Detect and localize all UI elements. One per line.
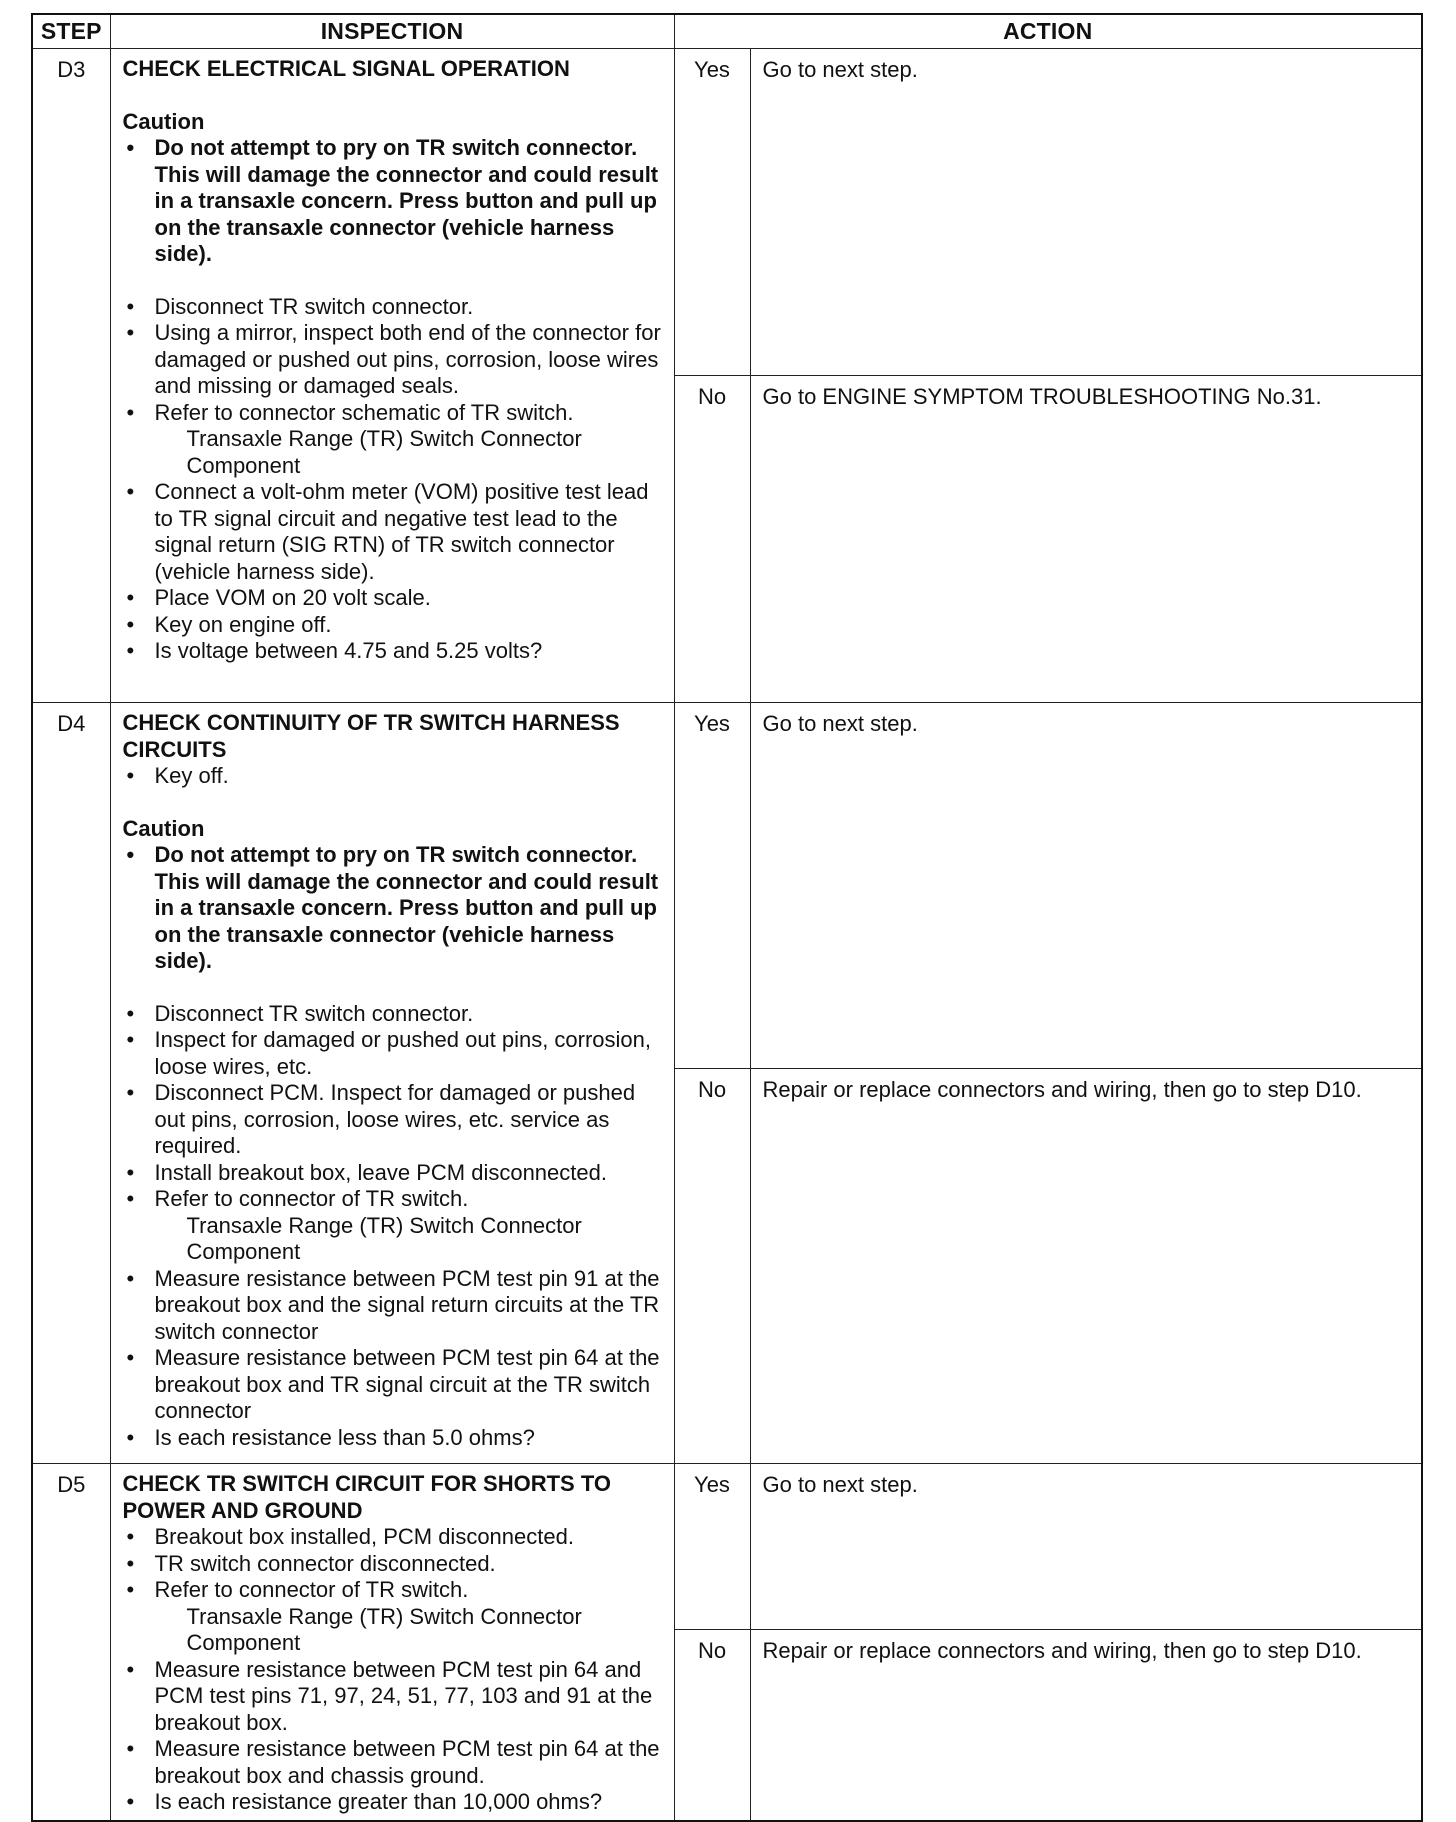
no-label: No (674, 1069, 750, 1464)
procedure-list (123, 294, 664, 665)
no-action: Repair or replace connectors and wiring, then go to step D10. (750, 1069, 1422, 1464)
list-item: • Key off. (123, 763, 664, 790)
step-title: CHECK CONTINUITY OF TR SWITCH HARNESS CIRCUITS (122, 710, 620, 762)
list-item: • Disconnect TR switch connector. (123, 294, 664, 321)
yes-action: Go to next step. (750, 1464, 1422, 1630)
caution-text: • Do not attempt to pry on TR switch connector. This will damage the connector and could result in a transaxle concern. Press button and pull up on the transaxle connector (vehicle harness side). (123, 842, 664, 975)
troubleshooting-sheet (31, 13, 1423, 1822)
caution-text: • Do not attempt to pry on TR switch connector. This will damage the connector and could result in a transaxle concern. Press button and pull up on the transaxle connector (vehicle harness side). (123, 135, 664, 268)
step-id: D3 (32, 49, 110, 703)
step-id: D5 (32, 1464, 110, 1821)
list-item-text: Refer to connector schematic of TR switch. (154, 399, 574, 425)
procedure-list (123, 1001, 664, 1452)
reference-link-text: Transaxle Range (TR) Switch Connector Component (186, 1212, 582, 1264)
header-inspection: INSPECTION (110, 14, 674, 49)
procedure-list (123, 1524, 664, 1816)
no-label: No (674, 1629, 750, 1820)
yes-action: Go to next step. (750, 703, 1422, 1069)
caution-list (123, 842, 664, 975)
list-item: • Breakout box installed, PCM disconnected. (123, 1524, 664, 1551)
diagnostic-table (31, 13, 1423, 1822)
table-row (32, 1464, 1422, 1630)
list-item: • TR switch connector disconnected. (123, 1551, 664, 1578)
table-row (32, 703, 1422, 1069)
header-step: STEP (32, 14, 110, 49)
no-action: Go to ENGINE SYMPTOM TROUBLESHOOTING No.31. (750, 376, 1422, 703)
reference-link-text: Transaxle Range (TR) Switch Connector Component (186, 1603, 582, 1655)
table-header-row (32, 14, 1422, 49)
list-item: • Measure resistance between PCM test pin 64 and PCM test pins 71, 97, 24, 51, 77, 103 and 91 at the breakout box. (123, 1657, 664, 1737)
yes-label: Yes (674, 703, 750, 1069)
list-item: • Key on engine off. (123, 612, 664, 639)
list-item (123, 1577, 664, 1657)
step-title: CHECK ELECTRICAL SIGNAL OPERATION (122, 56, 570, 81)
list-item: • Place VOM on 20 volt scale. (123, 585, 664, 612)
list-item: • Disconnect PCM. Inspect for damaged or pushed out pins, corrosion, loose wires, etc. service as required. (123, 1080, 664, 1160)
caution-list (123, 135, 664, 268)
inspection-cell (110, 49, 674, 703)
step-title: CHECK TR SWITCH CIRCUIT FOR SHORTS TO POWER AND GROUND (122, 1471, 611, 1523)
list-item: • Is voltage between 4.75 and 5.25 volts? (123, 638, 664, 665)
list-item: • Is each resistance greater than 10,000 ohms? (123, 1789, 664, 1816)
list-item: • Install breakout box, leave PCM disconnected. (123, 1160, 664, 1187)
yes-action: Go to next step. (750, 49, 1422, 376)
yes-label: Yes (674, 1464, 750, 1630)
list-item: • Measure resistance between PCM test pin 64 at the breakout box and chassis ground. (123, 1736, 664, 1789)
inspection-cell (110, 703, 674, 1464)
list-item: • Is each resistance less than 5.0 ohms? (123, 1425, 664, 1452)
no-label: No (674, 376, 750, 703)
list-item: • Inspect for damaged or pushed out pins, corrosion, loose wires, etc. (123, 1027, 664, 1080)
list-item: • Measure resistance between PCM test pin 91 at the breakout box and the signal return circuits at the TR switch connector (123, 1266, 664, 1346)
caution-label: Caution (122, 108, 205, 134)
list-item (123, 400, 664, 480)
list-item-text: Refer to connector of TR switch. (154, 1577, 469, 1602)
reference-link-text: Transaxle Range (TR) Switch Connector Component (186, 426, 582, 478)
caution-label: Caution (122, 815, 205, 841)
precondition-list (123, 763, 664, 790)
list-item (123, 1186, 664, 1266)
no-action: Repair or replace connectors and wiring, then go to step D10. (750, 1629, 1422, 1820)
list-item: • Using a mirror, inspect both end of the connector for damaged or pushed out pins, corrosion, loose wires and missing or damaged seals. (123, 320, 664, 400)
step-id: D4 (32, 703, 110, 1464)
header-action: ACTION (674, 14, 1422, 49)
list-item: • Disconnect TR switch connector. (123, 1001, 664, 1028)
yes-label: Yes (674, 49, 750, 376)
inspection-cell (110, 1464, 674, 1821)
list-item: • Connect a volt-ohm meter (VOM) positive test lead to TR signal circuit and negative test lead to the signal return (SIG RTN) of TR switch connector (vehicle harness side). (123, 479, 664, 585)
list-item: • Measure resistance between PCM test pin 64 at the breakout box and TR signal circuit at the TR switch connector (123, 1345, 664, 1425)
table-row (32, 49, 1422, 376)
list-item-text: Refer to connector of TR switch. (154, 1186, 469, 1211)
